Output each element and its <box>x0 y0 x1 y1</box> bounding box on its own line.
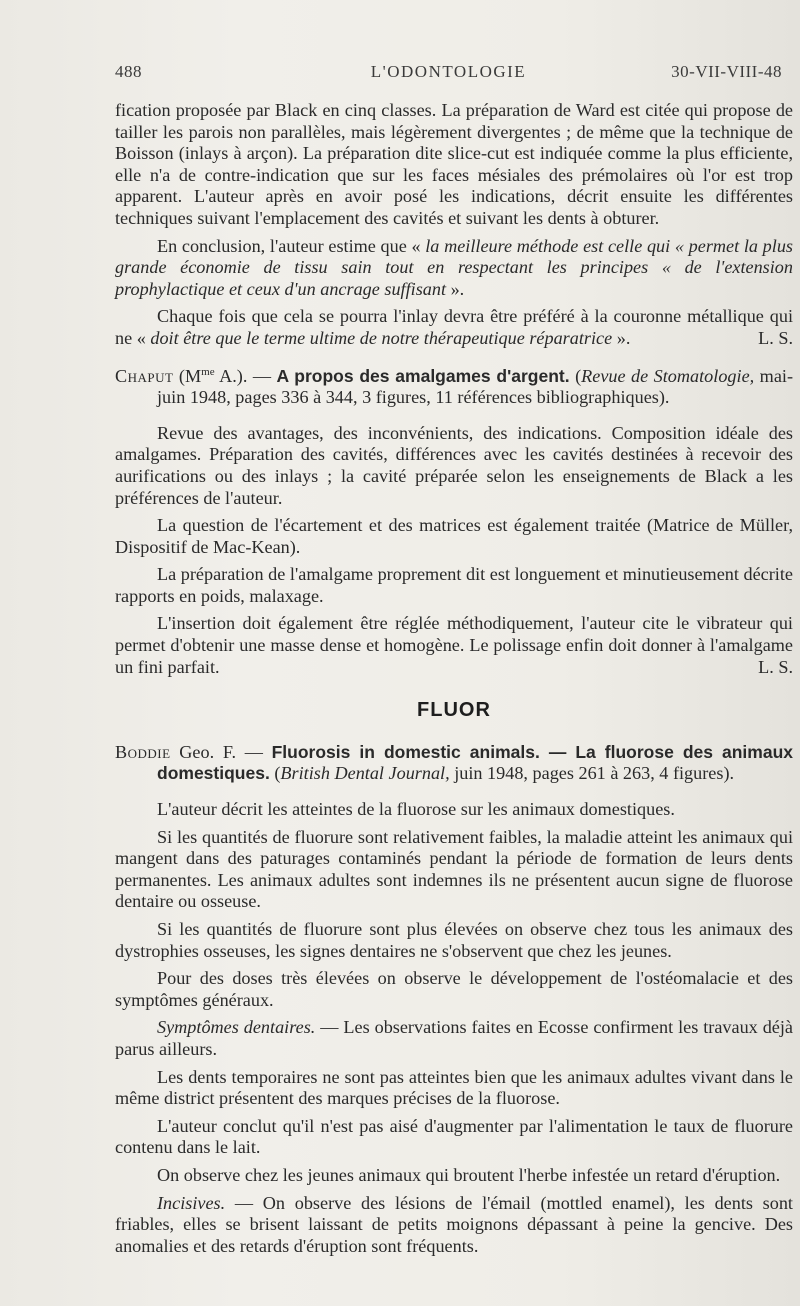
paragraph: L'auteur décrit les atteintes de la fluorose sur les animaux domestiques. <box>157 799 675 820</box>
text: me <box>201 365 215 378</box>
subsection-label: Incisives. <box>157 1192 226 1213</box>
paragraph: Si les quantités de fluorure sont relativement faibles, la maladie atteint les animaux qui mangent dans des paturages contaminés pendant la période de formation de leurs dents permanentes. Les animaux adultes sont indemnes ils ne présentent aucun signe de fluorose dentaire ou osseuse. <box>115 826 793 912</box>
paragraph <box>115 306 793 349</box>
author-name: Boddie <box>115 741 171 762</box>
article-boddie <box>115 742 793 1257</box>
article-continued <box>115 100 793 350</box>
article-title: Fluorosis in domestic animals. — La fluorose des animaux domestiques. <box>157 741 793 784</box>
quotation: la meilleure méthode est celle qui « permet la plus grande économie de tissu sain tout en respectant les principes « de l'extension prophylactique et ceux d'un ancrage suffisant <box>115 235 793 299</box>
journal-title: L'ODONTOLOGIE <box>370 62 527 81</box>
running-header <box>115 62 782 84</box>
text: — On observe des lésions de l'émail (mottled enamel), les dents sont friables, elles se brisent laissant de petits moignons dépassant à peine la gencive. Des anomalies et des retards d'éruption sont fréquents. <box>115 1192 793 1256</box>
paragraph: Si les quantités de fluorure sont plus élevées on observe chez tous les animaux des dystrophies osseuses, les signes dentaires ne s'observent que chez les jeunes. <box>115 919 793 961</box>
article-reference <box>115 366 793 409</box>
signature: L. S. <box>758 327 793 348</box>
journal-name: British Dental Journal, <box>280 763 450 784</box>
paragraph: fication proposée par Black en cinq classes. La préparation de Ward est citée qui propose de tailler les parois non parallèles, mais légèrement divergentes ; de même que la technique de Boisson (inlays à arçon). La préparation dite slice-cut est indiquée comme la plus efficiente, elle n'a de contre-indication que sur les faces mésiales des prémolaires où l'or est trop apparent. L'auteur après en avoir posé les indications, décrit ensuite les différentes techniques suivant l'emplacement des cavités et suivant les dents à obturer. <box>115 100 793 228</box>
paragraph: Les dents temporaires ne sont pas atteintes bien que les animaux adultes vivant dans le même district présentent des marques précises de la fluorose. <box>115 1066 793 1109</box>
text: (M <box>173 365 202 386</box>
issue-date: 30-VII-VIII-48 <box>671 62 782 81</box>
text: Geo. F. — <box>170 741 272 762</box>
paragraph-conclusion <box>115 236 793 301</box>
paragraph: On observe chez les jeunes animaux qui broutent l'herbe infestée un retard d'éruption. <box>157 1164 781 1185</box>
paragraph: Pour des doses très élevées on observe le développement de l'ostéomalacie et des symptômes généraux. <box>115 968 793 1010</box>
paragraph: La question de l'écartement et des matrices est également traitée (Matrice de Müller, Dispositif de Mac-Kean). <box>115 515 793 557</box>
paragraph <box>115 1017 793 1060</box>
signature: L. S. <box>758 656 793 677</box>
article-title: A propos des amalgames d'argent. <box>276 365 570 386</box>
text: A.). — <box>214 365 277 386</box>
author-name: Chaput <box>115 365 174 386</box>
paragraph <box>115 613 793 678</box>
article-chaput <box>115 366 793 679</box>
quotation: doit être que le terme ultime de notre thérapeutique réparatrice <box>150 327 613 348</box>
subsection-label: Symptômes dentaires. <box>157 1017 316 1038</box>
text: ». <box>446 278 465 299</box>
text: ( <box>269 763 281 784</box>
text: juin 1948, pages 261 à 263, 4 figures). <box>449 763 735 784</box>
journal-name: Revue de Stomatologie, <box>581 365 755 386</box>
text: L'insertion doit également être réglée méthodiquement, l'auteur cite le vibrateur qui permet d'obtenir une masse dense et homogène. Le polissage enfin doit donner à l'amalgame un fini parfait. <box>115 613 793 677</box>
text: En conclusion, l'auteur estime que « <box>157 235 426 256</box>
section-heading: FLUOR <box>417 699 491 722</box>
text: Chaque fois que cela se pourra l'inlay devra être préféré à la couronne métallique qui ne « <box>115 306 793 348</box>
paragraph: La préparation de l'amalgame proprement dit est longuement et minutieusement décrite rapports en poids, malaxage. <box>115 564 793 606</box>
page-body <box>115 100 793 1257</box>
text: mai-juin 1948, pages 336 à 344, 3 figures, 11 références bibliographiques). <box>157 365 793 408</box>
text: ». <box>612 327 631 348</box>
paragraph: L'auteur conclut qu'il n'est pas aisé d'augmenter par l'alimentation le taux de fluorure contenu dans le lait. <box>115 1115 793 1158</box>
page-number: 488 <box>115 62 142 81</box>
paragraph: Revue des avantages, des inconvénients, des indications. Composition idéale des amalgames. Préparation des cavités, différences avec les cavités destinées à recevoir des aurifications ou des inlays ; la cavité préparée selon les enseignements de Black a les préférences de l'auteur. <box>115 422 793 508</box>
text: ( <box>569 365 582 386</box>
text: — Les observations faites en Ecosse confirment les travaux déjà parus ailleurs. <box>115 1017 793 1059</box>
article-reference <box>115 742 793 785</box>
paragraph <box>115 1193 793 1258</box>
